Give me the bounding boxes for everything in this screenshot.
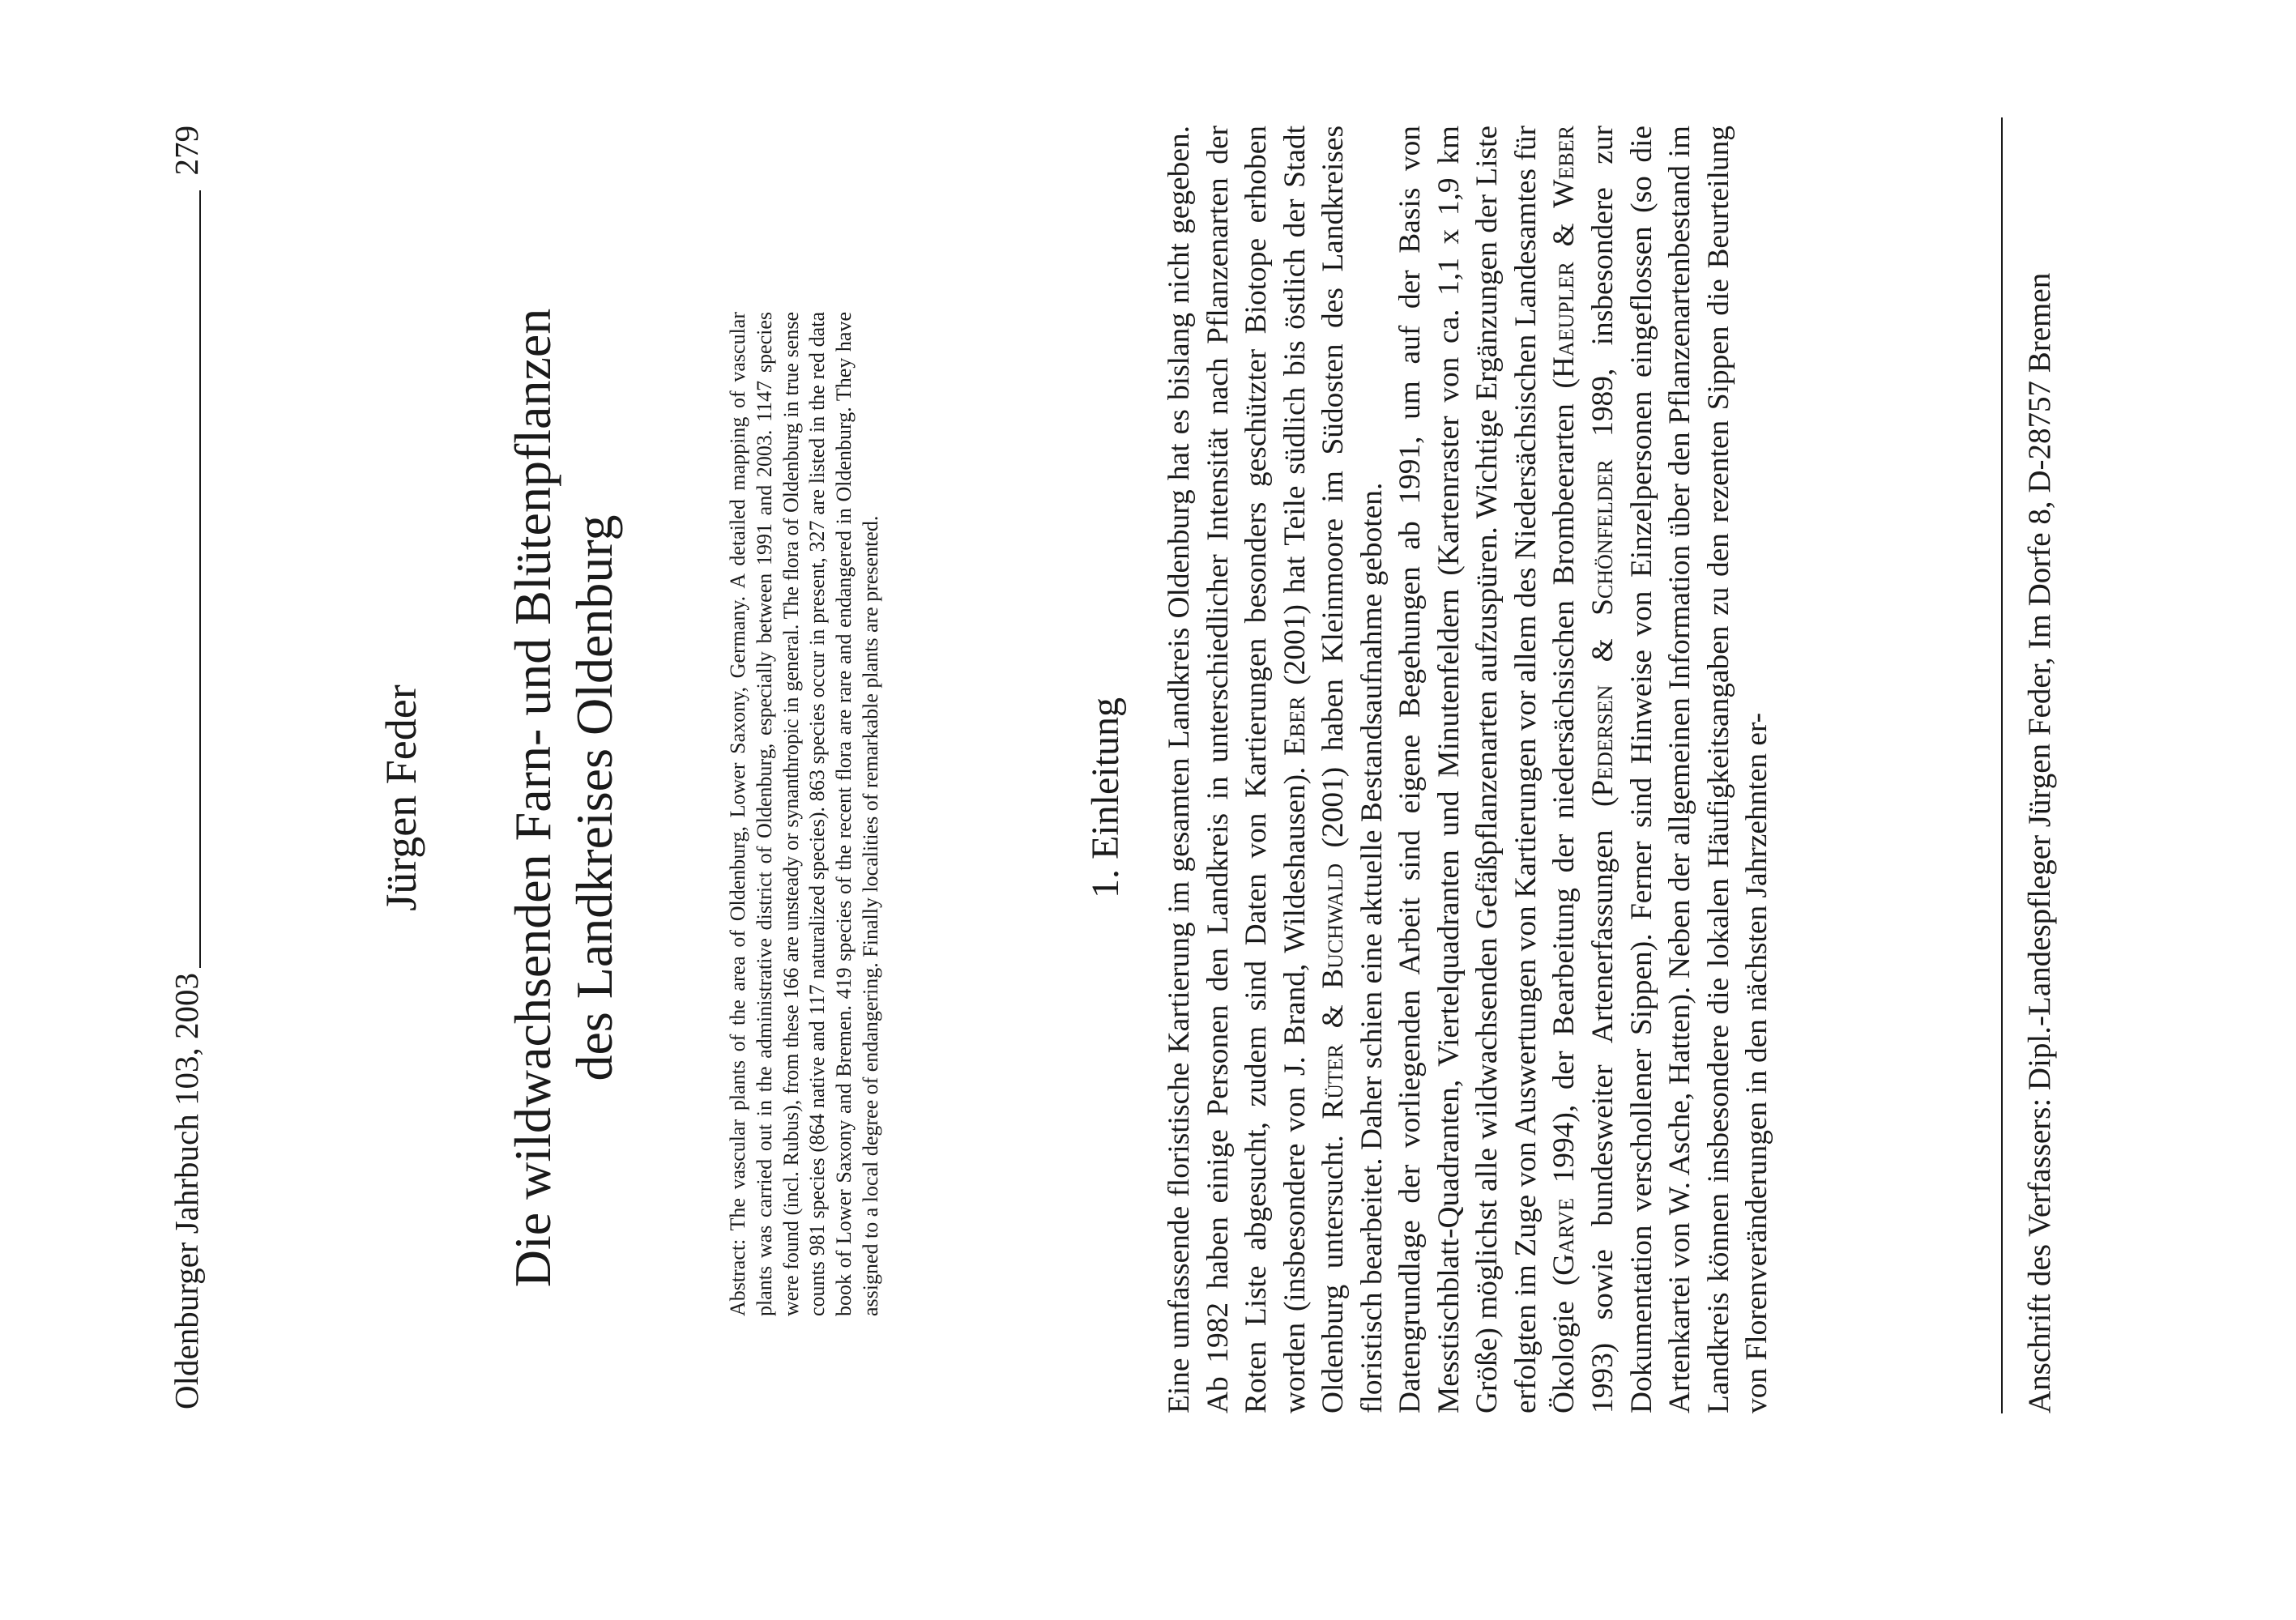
cited-author: Pedersen: [1586, 684, 1620, 797]
text-run: Datengrundlage der vorliegenden Arbeit sind eigene Begehungen ab 1991, um auf der Basis von Messtischblatt-Quadranten, Viertelquadranten und Minutenfeldern (Kartenraster von ca. 1,1 x 1,9 km Größe) möglichst alle wildwachsenden Gefäßpflanzenarten aufzuspüren. Wichtige Ergänzungen der Liste erfolgten im Zuge von Auswertungen von Kartierungen vor allem des Niedersächsischen Landesamtes für Ökologie (: [1393, 126, 1581, 1413]
text-run: Eine umfassende floristische Kartierung im gesamten Landkreis Oldenburg hat es bislang nicht gegeben. Ab 1982 haben einige Personen den Landkreis in unterschiedlicher Intensität nach Pflanzenarten der Roten Liste abgesucht, zudem sind Daten von Kartierungen besonders geschützter Biotope erhoben worden (insbesondere von J. Brand, Wildeshausen).: [1163, 126, 1312, 1413]
text-run: 1989, insbesondere zur Dokumentation verschollener Sippen). Ferner sind Hinweise von Einzelpersonen eingeflossen (so die Artenkartei von W. Asche, Hatten). Neben der allgemeinen Information über den Pflanzenartenbestand im Landkreis können insbesondere die lokalen Häufigkeitsangaben zu den rezenten Sippen die Beurteilung von Florenveränderungen in den nächsten Jahrzehnten er-: [1586, 126, 1774, 1413]
cited-author: Rüter: [1317, 1043, 1351, 1119]
section-heading: 1. Einleitung: [1084, 697, 1127, 898]
page-number: 279: [168, 126, 205, 176]
body-paragraph: [1160, 126, 1391, 1413]
cited-author: Eber: [1278, 696, 1312, 756]
cited-author: Haeupler: [1547, 262, 1581, 379]
abstract: [725, 312, 885, 1316]
text-run: 1993) sowie bundesweiter Artenerfassungen (: [1586, 796, 1620, 1413]
cited-author: Schönfelder: [1586, 459, 1620, 616]
cited-author: Weber: [1547, 126, 1581, 208]
text-run: (2001) hat Teile südlich bis östlich der Stadt Oldenburg untersucht.: [1278, 126, 1351, 1413]
cited-author: Buchwald: [1317, 863, 1351, 989]
text-run: &: [1317, 988, 1351, 1044]
abstract-text: Abstract: The vascular plants of the area of Oldenburg, Lower Saxony, Germany. A detailed mapping of vascular plants was carried out in the administrative district of Oldenburg, especially between 1991 and 2003. 1147 species were found (incl. Rubus), from these 166 are unsteady or synanthropic in general. The flora of Oldenburg in true sense counts 981 species (864 native and 117 naturalized species). 863 species occur in present, 327 are listed in the red data book of Lower Saxony and Bremen. 419 species of the recent flora are rare and endangered in Oldenburg. They have assigned to a local degree of endangering. Finally localities of remarkable plants are presented.: [726, 312, 882, 1316]
text-run: 1994), der Bearbeitung der niedersächsischen Brombeerarten (: [1547, 378, 1581, 1199]
header-rule: [199, 190, 201, 968]
rotated-document-page: [0, 69, 2296, 1527]
author-address-footnote: Anschrift des Verfassers: Dipl.-Landespfleger Jürgen Feder, Im Dorfe 8, D-28757 Bremen: [2022, 272, 2057, 1413]
title-line-1: Die wildwachsenden Farn- und Blütenpflanzen: [504, 308, 561, 1288]
article-title: [502, 69, 625, 1527]
author-name: Jürgen Feder: [377, 684, 425, 911]
body-text: [1160, 126, 1777, 1413]
footnote-rule: [2001, 117, 2003, 1413]
body-paragraph: [1391, 126, 1776, 1413]
journal-citation: Oldenburger Jahrbuch 103, 2003: [168, 973, 205, 1409]
text-run: (2001) haben Kleinmoore im Südosten des Landkreises floristisch bearbeitet. Daher schien eine aktuelle Bestandsaufnahme geboten.: [1317, 126, 1389, 1413]
cited-author: Garve: [1547, 1198, 1581, 1276]
running-head: [162, 126, 211, 1409]
text-run: &: [1547, 207, 1581, 262]
title-line-2: des Landkreises Oldenburg: [565, 514, 623, 1081]
text-run: &: [1586, 615, 1620, 685]
